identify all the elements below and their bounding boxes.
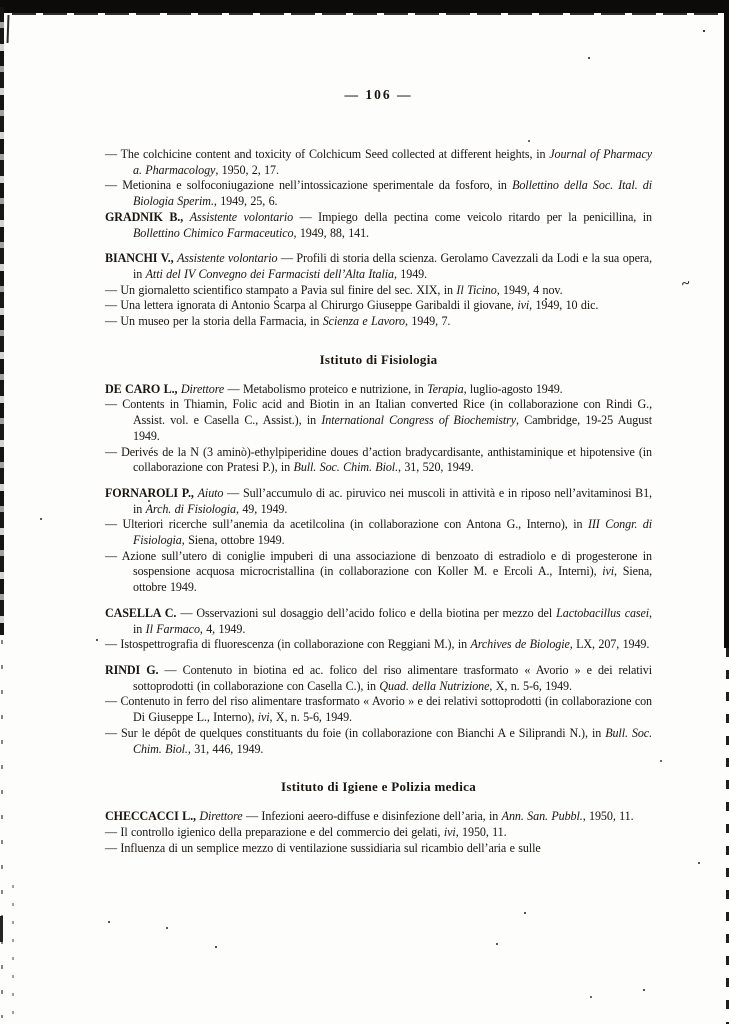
journal-or-role-italic: Lactobacillus casei [556, 605, 650, 620]
scan-margin-dots [12, 885, 14, 1020]
entry-text: — Metabolismo proteico e nutrizione, in [224, 381, 428, 396]
entry-text: , in [133, 605, 652, 636]
journal-or-role-italic: Direttore [199, 809, 243, 824]
entry-text: , 4, 1949. [199, 621, 246, 636]
entry-text: , 31, 446, 1949. [187, 741, 264, 756]
journal-or-role-italic: Terapia [427, 381, 464, 396]
entry-text: , luglio-agosto 1949. [463, 381, 563, 396]
entry-text: — Contenuto in biotina ed ac. folico del riso alimentare trasformato « Avorio » e dei relativi sottoprodotti (in collaborazione con Casella C.), in [133, 662, 652, 693]
bib-entry [105, 637, 652, 653]
entry-group [105, 486, 652, 596]
entry-text: , 1949, 7. [404, 314, 451, 329]
institute-section [105, 779, 652, 856]
bib-entry [105, 178, 652, 209]
author-name: GRADNIK B., [105, 209, 190, 224]
entry-text: , 49, 1949. [236, 501, 288, 516]
journal-or-role-italic: Aiuto [197, 485, 224, 500]
entry-text: , Cambridge, 19-25 August 1949. [133, 413, 653, 443]
journal-or-role-italic: ivi [257, 710, 270, 725]
entry-text: — Sur le dépôt de quelques constituants du foie (in collaborazione con Bianchi A e Siliprandi N.), in [105, 725, 606, 740]
entry-text: — The colchicine content and toxicity of Colchicum Seed collected at different heights, in [105, 147, 550, 161]
bib-entry [105, 147, 652, 178]
journal-or-role-italic: III Congr. di Fisiologia [133, 517, 652, 548]
journal-or-role-italic: Quad. della Nutrizione [379, 678, 490, 693]
entry-group [105, 809, 652, 856]
journal-or-role-italic: Il Ticino [456, 282, 497, 297]
section-heading: Istituto di Fisiologia [319, 351, 438, 367]
bib-entry [105, 486, 652, 517]
entry-text: — Sull’accumulo di ac. piruvico nei muscoli in attività e in riposo nell’avitaminosi B1, in [133, 485, 652, 516]
entry-text: , 1949, 10 dic. [529, 298, 599, 313]
entry-text: — Contenuto in ferro del riso alimentare trasformato « Avorio » e dei relativi sottoprodotti (in collaborazione con Di Giuseppe L., Interno), [105, 694, 652, 725]
page-content [105, 0, 652, 856]
entry-text: — Infezioni aeero-diffuse e disinfezione dell’aria, in [242, 809, 502, 824]
entry-text: , 31, 520, 1949. [398, 460, 474, 475]
journal-or-role-italic: ivi [517, 298, 530, 313]
author-name: CASELLA C. [105, 605, 177, 620]
journal-or-role-italic: Archives de Biologie [470, 637, 570, 652]
bib-entry [105, 397, 652, 444]
entry-text: , 1949. [393, 266, 428, 281]
scan-border-left [0, 7, 4, 635]
entry-group [105, 382, 652, 476]
entry-text: — Osservazioni sul dosaggio dell’acido folico e della biotina per mezzo del [176, 605, 557, 620]
scan-left-edge-mark [0, 916, 3, 942]
entry-text: , X, n. 5-6, 1949. [269, 710, 352, 725]
entry-text: , 1950, 2, 17. [215, 162, 279, 177]
entry-group [105, 251, 652, 330]
entry-text: — Azione sull’utero di coniglie impuberi di una associazione di benzoato di estradiolo e di progesterone in sospensione acquosa microcristallina (in collaborazione con Koller M. e Ercoli A., Interni), [105, 548, 652, 579]
scan-tilde-mark: ~ [680, 275, 692, 293]
journal-or-role-italic: International Congress of Biochemistry [321, 413, 517, 428]
bib-entry [105, 298, 652, 314]
journal-or-role-italic: Atti del IV Convegno dei Farmacisti dell’Alta Italia [145, 266, 394, 281]
bib-entry [105, 251, 652, 282]
entry-text: — Influenza di un semplice mezzo di ventilazione sussidiaria sul ricambio dell’aria e sulle [105, 840, 541, 855]
section-heading: Istituto di Igiene e Polizia medica [280, 779, 476, 795]
journal-or-role-italic: Assistente volontario [189, 209, 294, 224]
bib-entry [105, 283, 652, 299]
bib-entry [105, 382, 652, 398]
entry-text: — Un giornaletto scientifico stampato a Pavia sul finire del sec. XIX, in [105, 282, 457, 297]
entry-text: — Ulteriori ricerche sull’anemia da acetilcolina (in collaborazione con Antona G., Interno), in [105, 517, 588, 532]
journal-or-role-italic: Scienza e Lavoro [322, 314, 405, 329]
entry-text: — Il controllo igienico della preparazione e del commercio dei gelati, [105, 824, 444, 839]
entry-text: , LX, 207, 1949. [569, 637, 650, 652]
entry-group [105, 663, 652, 757]
entry-text: , Siena, ottobre 1949. [181, 533, 285, 548]
bib-entry [105, 809, 652, 825]
entry-text: — Contents in Thiamin, Folic acid and Biotin in an Italian converted Rice (in collaborazione con Rindi G., Assist. vol. e Casella C., Assist.), in [105, 397, 652, 428]
bib-entry [105, 694, 652, 725]
scan-left-lower-dots [1, 640, 3, 1018]
author-name: RINDI G. [105, 662, 159, 677]
bib-entry [105, 314, 652, 330]
entry-text: — Derivés de la N (3 aminò)-ethylpiperidine doues d’action bradycardisante, anthistaminique et hipotensive (in collaborazione con Pratesi P.), in [105, 444, 652, 475]
entry-text: , X, n. 5-6, 1949. [489, 678, 572, 693]
entry-group [105, 606, 652, 653]
journal-or-role-italic: Bull. Soc. Chim. Biol. [133, 725, 653, 756]
entry-text: — Profili di storia della scienza. Gerolamo Cavezzali da Lodi e la sua opera, in [133, 251, 652, 281]
entry-text: , 1949, 88, 141. [293, 225, 369, 240]
entry-text: — Metionina e solfoconiugazione nell’intossicazione sperimentale da fosforo, in [105, 178, 513, 193]
author-name: BIANCHI V., [105, 251, 178, 266]
scan-corner-mark [7, 15, 10, 43]
journal-or-role-italic: Il Farmaco [145, 621, 200, 636]
bib-entry [105, 841, 652, 857]
journal-or-role-italic: ivi [602, 564, 615, 579]
bib-entry [105, 606, 652, 637]
entry-text: — Una lettera ignorata di Antonio Scarpa al Chirurgo Giuseppe Garibaldi il giovane, [105, 298, 518, 313]
entry-text: — Impiego della pectina come veicolo ritardo per la penicillina, in [293, 209, 652, 224]
journal-or-role-italic: Ann. San. Pubbl. [501, 809, 583, 824]
entry-text: , 1950, 11. [455, 824, 507, 839]
document-body [105, 147, 652, 856]
journal-or-role-italic: ivi [443, 824, 456, 839]
journal-or-role-italic: Journal of Pharmacy a. Pharmacology [133, 147, 652, 177]
entry-text: , 1949, 4 nov. [496, 282, 563, 297]
bib-entry [105, 549, 652, 596]
bib-entry [105, 517, 652, 548]
journal-or-role-italic: Assistente volontario [177, 251, 278, 266]
institute-section [105, 352, 652, 757]
entry-text: , 1950, 11. [582, 809, 634, 824]
journal-or-role-italic: Bollettino della Soc. Ital. di Biologia Sperim. [133, 178, 652, 209]
journal-or-role-italic: Bollettino Chimico Farmaceutico [133, 225, 294, 240]
scan-border-right [724, 0, 729, 648]
author-name: FORNAROLI P., [105, 485, 198, 500]
author-name: DE CARO L., [105, 381, 181, 396]
entry-group [105, 147, 652, 241]
entry-text: — Un museo per la storia della Farmacia, in [105, 314, 323, 329]
institute-section [105, 147, 652, 330]
journal-or-role-italic: Direttore [180, 381, 225, 396]
bib-entry [105, 663, 652, 694]
author-name: CHECCACCI L., [105, 809, 200, 824]
bib-entry [105, 210, 652, 241]
entry-text: , 1949, 25, 6. [213, 194, 278, 209]
entry-text: — Istospettrografia di fluorescenza (in collaborazione con Reggiani M.), in [105, 637, 471, 652]
entry-text: , Siena, ottobre 1949. [133, 564, 653, 595]
journal-or-role-italic: Arch. di Fisiologia [145, 501, 236, 516]
bib-entry [105, 726, 652, 757]
scan-specks [0, 0, 2, 2]
bib-entry [105, 825, 652, 841]
journal-or-role-italic: Bull. Soc. Chim. Biol. [293, 460, 398, 475]
page-number: — 106 — [344, 87, 413, 102]
bib-entry [105, 445, 652, 476]
